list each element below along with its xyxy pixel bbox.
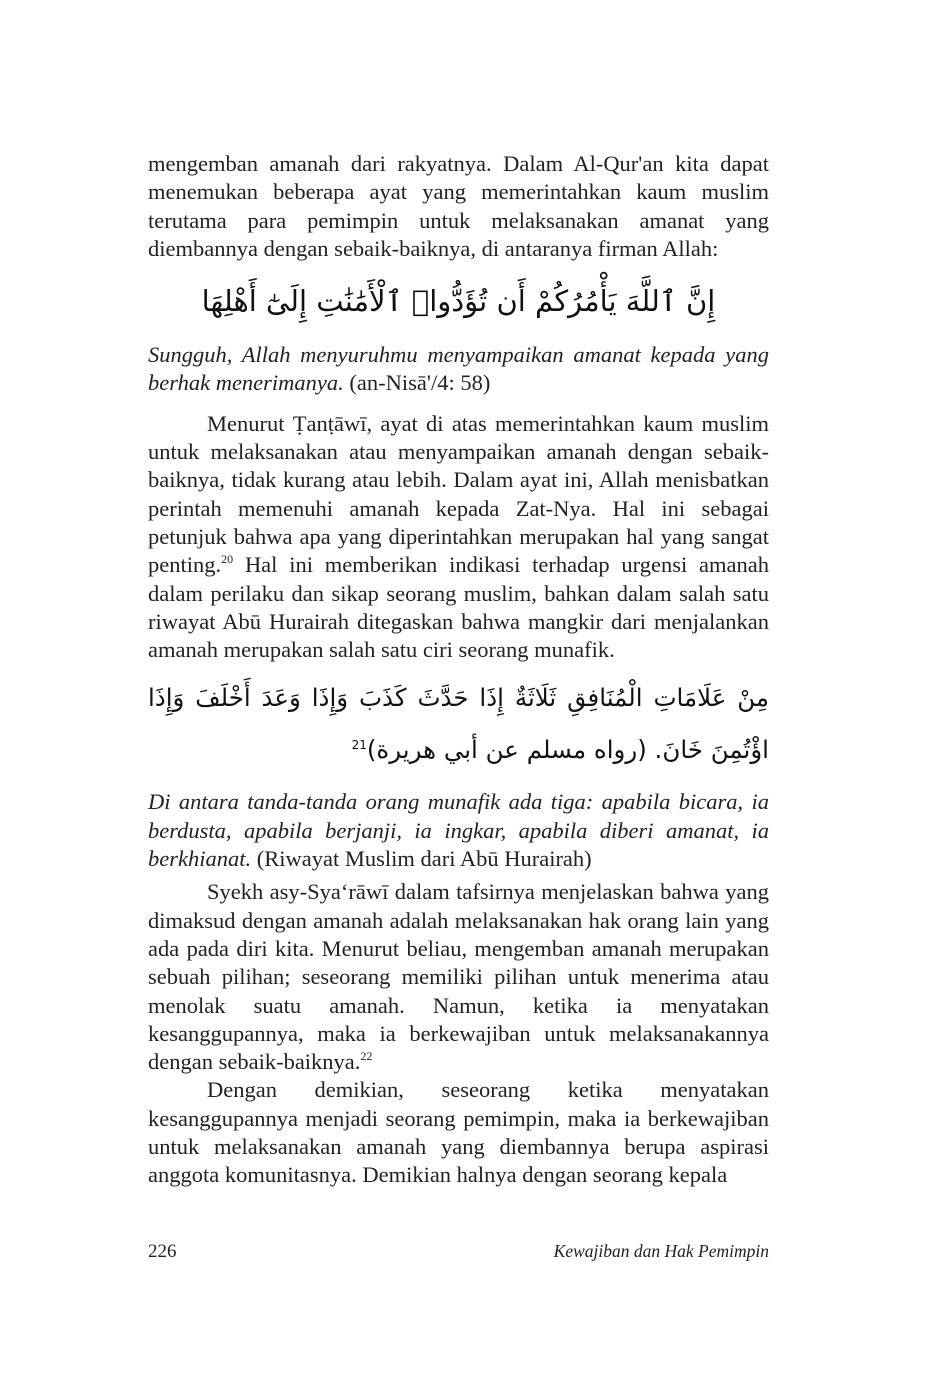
- hadith-arabic-text: مِنْ عَلَامَاتِ الْمُنَافِقِ ثَلَاثَةٌ إِذَا حَدَّثَ كَذَبَ وَإِذَا وَعَدَ أَخْلَفَ وَإِذَا اؤْتُمِنَ خَانَ. (رواه مسلم عن أبي هريرة): [148, 683, 769, 765]
- running-title: Kewajiban dan Hak Pemimpin: [553, 1241, 769, 1261]
- paragraph-tantawi-text-b: Hal ini memberikan indikasi terhadap urgensi amanah dalam perilaku dan sikap seorang muslim, bahkan dalam salah satu riwayat Abū Hurairah ditegaskan bahwa mangkir dari menjalankan amanah merupakan salah satu ciri seorang munafik.: [148, 552, 769, 663]
- quran-reference: (an-Nisā'/4: 58): [349, 370, 491, 396]
- hadith-translation: [148, 788, 769, 873]
- hadith-translation-italic: Di antara tanda-tanda orang munafik ada tiga: apabila bicara, ia berdusta, apabila berjanji, ia ingkar, apabila diberi amanat, ia berkhianat.: [148, 789, 769, 872]
- page-body: [148, 150, 769, 1190]
- page-number: 226: [148, 1241, 177, 1262]
- paragraph-tantawi-text-a: Menurut Ṭanṭāwī, ayat di atas memerintahkan kaum muslim untuk melaksanakan atau menyampaikan amanah dengan sebaik-baiknya, tidak kurang atau lebih. Dalam ayat ini, Allah menisbatkan perintah memenuhi amanah kepada Zat-Nya. Hal ini sebagai petunjuk bahwa apa yang diperintahkan merupakan hal yang sangat penting.: [148, 410, 769, 578]
- footnote-marker-22: 22: [360, 1049, 373, 1064]
- paragraph-conclusion: Dengan demikian, seseorang ketika menyatakan kesanggupannya menjadi seorang pemimpin, maka ia berkewajiban untuk melaksanakan amanah yang diembannya berupa aspirasi anggota komunitasnya. Demikian halnya dengan seorang kepala: [148, 1077, 769, 1188]
- hadith-reference: (Riwayat Muslim dari Abū Hurairah): [256, 846, 592, 872]
- paragraph-intro: mengemban amanah dari rakyatnya. Dalam Al-Qur'an kita dapat menemukan beberapa ayat yang memerintahkan kaum muslim terutama para pemimpin untuk melaksanakan amanat yang diembannya dengan sebaik-baiknya, di antaranya firman Allah:: [148, 151, 769, 261]
- footnote-marker-20: 20: [221, 552, 234, 567]
- quran-translation: [148, 341, 769, 398]
- paragraph-tantawi: [148, 410, 769, 665]
- quran-verse-arabic: إِنَّ ٱللَّهَ يَأْمُرُكُمْ أَن تُؤَدُّوا۟ ٱلْأَمَٰنَٰتِ إِلَىٰٓ أَهْلِهَا: [201, 284, 716, 319]
- paragraph-syarawi: [148, 878, 769, 1076]
- quran-translation-italic: Sungguh, Allah menyuruhmu menyampaikan amanat kepada yang berhak menerimanya.: [148, 342, 769, 396]
- page-footer: [148, 1241, 769, 1263]
- hadith-arabic: [148, 672, 769, 776]
- paragraph-syarawi-text: Syekh asy-Sya‘rāwī dalam tafsirnya menjelaskan bahwa yang dimaksud dengan amanah adalah melaksanakan hak orang lain yang ada pada diri kita. Menurut beliau, mengemban amanah merupakan sebuah pilihan; seseorang memiliki pilihan untuk menerima atau menolak suatu amanah. Namun, ketika ia menyatakan kesanggupannya, maka ia berkewajiban untuk melaksanakannya dengan sebaik-baiknya.: [148, 879, 769, 1075]
- footnote-marker-21: 21: [351, 738, 367, 753]
